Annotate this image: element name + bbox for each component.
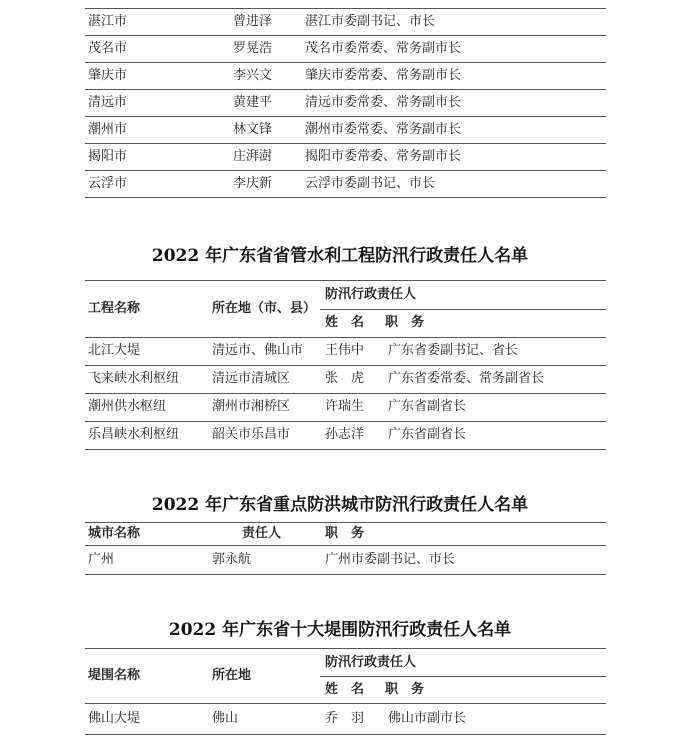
table-row xyxy=(85,546,606,575)
position-cell: 广东省副省长 xyxy=(388,399,467,414)
table-row xyxy=(85,117,606,144)
water-projects-title: 2022 年广东省省管水利工程防汛行政责任人名单 xyxy=(151,246,529,266)
table-header xyxy=(85,523,606,546)
title-cell: 清远市委常委、常务副市长 xyxy=(305,95,462,110)
name-cell: 庄湃澍 xyxy=(233,149,273,164)
levees-title: 2022 年广东省十大堤围防汛行政责任人名单 xyxy=(168,620,512,640)
levee-cell: 佛山大堤 xyxy=(88,711,141,726)
water-projects-table xyxy=(85,280,606,450)
header-position: 职 务 xyxy=(385,682,425,697)
header-name: 姓 名 xyxy=(325,315,365,330)
name-cell: 李兴文 xyxy=(233,68,273,83)
location-cell: 佛山 xyxy=(212,711,239,726)
project-cell: 飞来峡水利枢纽 xyxy=(88,371,180,386)
header-position: 职 务 xyxy=(325,526,365,541)
levees-table xyxy=(85,648,606,735)
name-cell: 李庆新 xyxy=(233,176,273,191)
header-position: 职 务 xyxy=(385,315,425,330)
project-cell: 乐昌峡水利枢纽 xyxy=(88,427,180,442)
table-row xyxy=(85,171,606,198)
position-cell: 广东省副省长 xyxy=(388,427,467,442)
table-header xyxy=(85,281,606,338)
name-cell: 罗晃浩 xyxy=(233,41,273,56)
table-row xyxy=(85,704,606,735)
header-project: 工程名称 xyxy=(88,301,141,316)
name-cell: 孙志洋 xyxy=(325,427,365,442)
position-cell: 广东省委常委、常务副省长 xyxy=(388,371,545,386)
header-location: 所在地（市、县） xyxy=(212,301,317,316)
city-cell: 茂名市 xyxy=(88,41,128,56)
table-row xyxy=(85,36,606,63)
table-row xyxy=(85,394,606,422)
title-cell: 肇庆市委常委、常务副市长 xyxy=(305,68,462,83)
title-cell: 茂名市委常委、常务副市长 xyxy=(305,41,462,56)
location-cell: 清远市清城区 xyxy=(212,371,291,386)
name-cell: 林文锋 xyxy=(233,122,273,137)
name-cell: 张 虎 xyxy=(325,371,365,386)
position-cell: 广东省委副书记、省长 xyxy=(388,343,519,358)
title-cell: 湛江市委副书记、市长 xyxy=(305,14,436,29)
city-cell: 广州 xyxy=(88,552,115,567)
position-cell: 广州市委副书记、市长 xyxy=(325,552,456,567)
title-cell: 云浮市委副书记、市长 xyxy=(305,176,436,191)
name-cell: 乔 羽 xyxy=(325,711,365,726)
location-cell: 清远市、佛山市 xyxy=(212,343,304,358)
location-cell: 潮州市湘桥区 xyxy=(212,399,291,414)
city-cell: 肇庆市 xyxy=(88,68,128,83)
header-levee: 堤围名称 xyxy=(88,668,141,683)
table-row xyxy=(85,338,606,366)
title-cell: 揭阳市委常委、常务副市长 xyxy=(305,149,462,164)
position-cell: 佛山市副市长 xyxy=(388,711,467,726)
title-cell: 潮州市委常委、常务副市长 xyxy=(305,122,462,137)
name-cell: 王伟中 xyxy=(325,343,365,358)
header-name: 姓 名 xyxy=(325,682,365,697)
name-cell: 郭永航 xyxy=(212,552,252,567)
city-responsible-table xyxy=(85,8,606,198)
name-cell: 黄建平 xyxy=(233,95,273,110)
location-cell: 韶关市乐昌市 xyxy=(212,427,291,442)
name-cell: 许瑞生 xyxy=(325,399,365,414)
header-city: 城市名称 xyxy=(88,526,141,541)
header-responsible: 责任人 xyxy=(242,526,282,541)
table-row xyxy=(85,9,606,36)
table-row xyxy=(85,422,606,450)
table-row xyxy=(85,144,606,171)
table-row xyxy=(85,366,606,394)
header-location: 所在地 xyxy=(212,668,252,683)
table-header xyxy=(85,649,606,704)
key-cities-title: 2022 年广东省重点防洪城市防汛行政责任人名单 xyxy=(151,495,529,515)
city-cell: 潮州市 xyxy=(88,122,128,137)
project-cell: 潮州供水枢纽 xyxy=(88,399,167,414)
project-cell: 北江大堤 xyxy=(88,343,141,358)
header-responsible: 防汛行政责任人 xyxy=(325,287,417,302)
header-responsible: 防汛行政责任人 xyxy=(325,655,417,670)
name-cell: 曾进泽 xyxy=(233,14,273,29)
table-row xyxy=(85,63,606,90)
city-cell: 揭阳市 xyxy=(88,149,128,164)
city-cell: 湛江市 xyxy=(88,14,128,29)
city-cell: 云浮市 xyxy=(88,176,128,191)
city-cell: 清远市 xyxy=(88,95,128,110)
table-row xyxy=(85,90,606,117)
key-cities-table xyxy=(85,522,606,575)
